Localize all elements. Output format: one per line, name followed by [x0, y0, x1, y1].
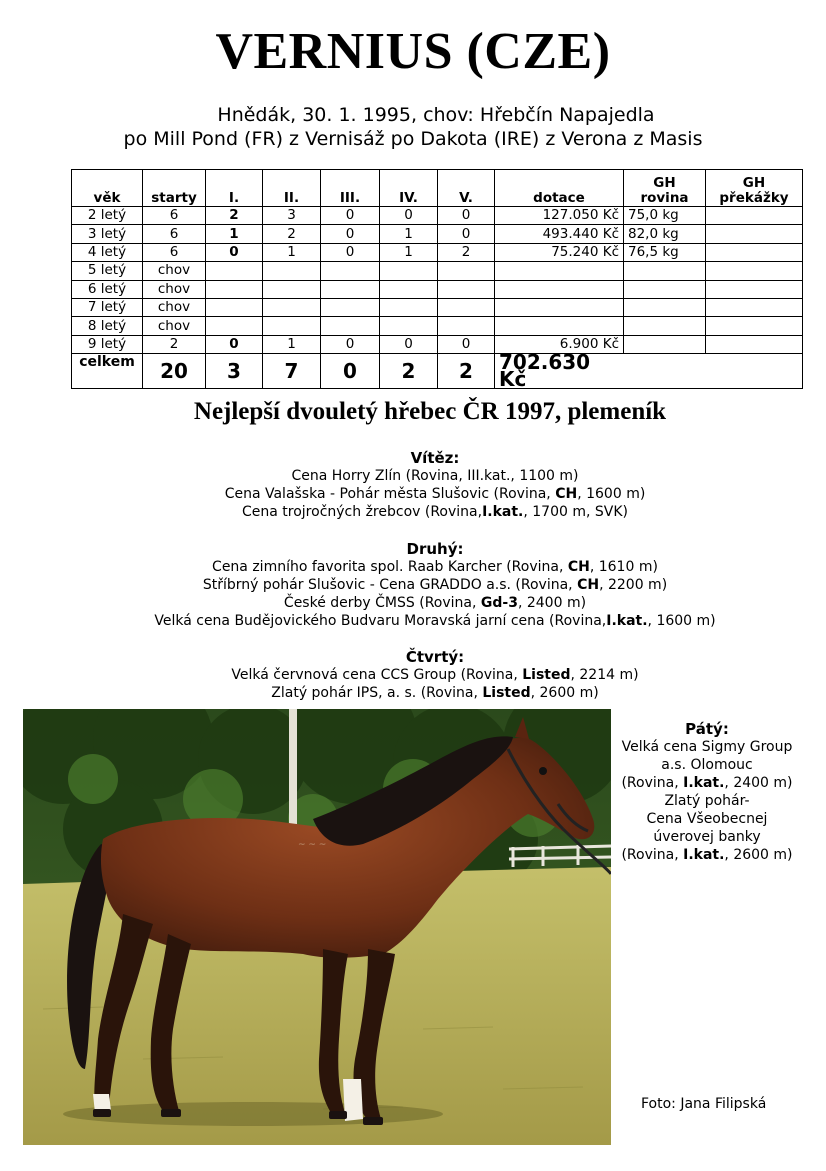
table-cell: 3 [263, 207, 321, 225]
fifth-line-3-pre: (Rovina, [621, 775, 684, 791]
table-cell: 2 [206, 207, 263, 225]
table-cell: 0 [321, 243, 380, 261]
col-header-second: II. [263, 170, 321, 207]
fifth-line-7 [612, 846, 802, 864]
fourth-heading: Čtvrtý: [405, 648, 465, 666]
table-cell: 0 [438, 207, 495, 225]
table-cell: 75,0 kg [624, 207, 706, 225]
table-cell: 0 [380, 207, 438, 225]
race-result-line [0, 558, 826, 576]
race-result-text: Stříbrný pohár Slušovic - Cena GRADDO a.s. (Rovina, [202, 577, 578, 593]
table-cell: 3 letý [72, 225, 143, 243]
fifth-line-3 [612, 774, 802, 792]
table-cell [321, 262, 380, 280]
table-cell: 76,5 kg [624, 243, 706, 261]
race-result-class: CH [567, 559, 590, 575]
brand-mark: ~ ~ ~ [298, 840, 327, 850]
race-stats-table [71, 169, 803, 392]
race-result-class: CH [555, 486, 578, 502]
table-cell [706, 243, 803, 261]
table-row [72, 298, 803, 316]
table-cell: 0 [206, 243, 263, 261]
table-cell [706, 225, 803, 243]
total-cell: 3 [206, 354, 263, 389]
table-row [72, 243, 803, 261]
col-header-first: I. [206, 170, 263, 207]
race-result-class: I.kat. [606, 613, 648, 629]
race-result-line [0, 467, 826, 485]
race-result-text-end: , 1610 m) [589, 559, 658, 575]
table-total-row [72, 354, 803, 389]
table-cell [321, 298, 380, 316]
race-result-text-end: , 2600 m) [530, 685, 599, 701]
table-cell: 6 [143, 243, 206, 261]
race-result-line [0, 485, 826, 503]
race-result-class: Listed [522, 667, 571, 683]
table-cell: 2 [143, 335, 206, 353]
race-result-text-end: , 1700 m, SVK) [523, 504, 628, 520]
race-result-text: Velká červnová cena CCS Group (Rovina, [231, 667, 523, 683]
race-result-line [0, 503, 826, 521]
table-cell: 2 [263, 225, 321, 243]
race-result-line [0, 666, 826, 684]
total-cell: 20 [143, 354, 206, 389]
table-cell [380, 317, 438, 335]
race-result-line [0, 684, 826, 702]
race-result-text-end: , 2214 m) [570, 667, 639, 683]
col-header-age: věk [72, 170, 143, 207]
table-cell: 2 letý [72, 207, 143, 225]
table-cell: 0 [380, 335, 438, 353]
fourth-section [0, 648, 826, 702]
table-body [72, 207, 803, 392]
fifth-line-7-bold: I.kat. [683, 847, 725, 863]
table-cell: chov [143, 280, 206, 298]
fifth-line-4: Zlatý pohár- [664, 793, 750, 809]
col-header-gh-jumps-b: překážky [719, 190, 789, 206]
table-cell: 1 [380, 225, 438, 243]
fifth-line-5: Cena Všeobecnej [646, 811, 768, 827]
col-header-fifth: V. [438, 170, 495, 207]
table-cell: 6 [143, 225, 206, 243]
table-row [72, 317, 803, 335]
col-header-gh-flat-a: GH [653, 175, 676, 191]
table-cell [706, 335, 803, 353]
fifth-line-7-post: , 2600 m) [724, 847, 793, 863]
table-cell [624, 262, 706, 280]
table-cell [206, 262, 263, 280]
table-cell: 4 letý [72, 243, 143, 261]
fifth-heading: Pátý: [685, 720, 729, 738]
total-cell: 2 [438, 354, 495, 389]
table-cell [706, 298, 803, 316]
race-result-class: Listed [482, 685, 531, 701]
race-result-text: Cena Horry Zlín (Rovina, III.kat., 1100 m) [291, 468, 579, 484]
table-row [72, 225, 803, 243]
fifth-line-3-post: , 2400 m) [724, 775, 793, 791]
table-cell [321, 280, 380, 298]
table-cell [380, 262, 438, 280]
race-result-text: Cena trojročných žrebcov (Rovina, [242, 504, 483, 520]
race-result-text: Cena zimního favorita spol. Raab Karcher (Rovina, [212, 559, 568, 575]
table-cell: 75.240 Kč [495, 243, 624, 261]
race-result-text: Cena Valašska - Pohár města Slušovic (Rovina, [224, 486, 556, 502]
table-row [72, 207, 803, 225]
table-cell [263, 298, 321, 316]
table-row [72, 262, 803, 280]
table-cell: chov [143, 262, 206, 280]
table-row [72, 335, 803, 353]
race-result-line [0, 594, 826, 612]
table-cell: 0 [321, 335, 380, 353]
table-cell [624, 335, 706, 353]
table-cell [495, 262, 624, 280]
table-cell: 0 [321, 207, 380, 225]
horse-photo-illustration [23, 709, 611, 1145]
fifth-line-7-pre: (Rovina, [621, 847, 684, 863]
race-result-text: Velká cena Budějovického Budvaru Moravská jarní cena (Rovina, [154, 613, 607, 629]
col-header-third: III. [321, 170, 380, 207]
table-cell: chov [143, 298, 206, 316]
race-result-class: I.kat. [482, 504, 524, 520]
race-result-class: CH [577, 577, 600, 593]
table-cell [206, 298, 263, 316]
col-header-fourth: IV. [380, 170, 438, 207]
col-header-starts: starty [143, 170, 206, 207]
table-cell [624, 298, 706, 316]
total-cell: 0 [321, 354, 380, 389]
table-cell: 493.440 Kč [495, 225, 624, 243]
race-result-text-end: , 1600 m) [647, 613, 716, 629]
table-cell: 1 [380, 243, 438, 261]
table-cell: chov [143, 317, 206, 335]
table-cell [438, 317, 495, 335]
table-cell [438, 280, 495, 298]
table-cell [706, 317, 803, 335]
table-cell: 1 [263, 335, 321, 353]
table-cell: 2 [438, 243, 495, 261]
table-cell [263, 317, 321, 335]
table-row [72, 280, 803, 298]
table-cell: 0 [321, 225, 380, 243]
race-result-line [0, 576, 826, 594]
fifth-section [612, 720, 802, 864]
table-cell [495, 298, 624, 316]
total-prize-money: 702.630 Kč [495, 354, 624, 389]
table-cell: 0 [206, 335, 263, 353]
total-label: celkem [72, 354, 143, 389]
race-result-class: Gd-3 [480, 595, 518, 611]
total-cell: 7 [263, 354, 321, 389]
col-header-gh-flat-b: rovina [640, 190, 689, 206]
winner-heading: Vítěz: [410, 449, 460, 467]
table-cell [263, 262, 321, 280]
col-header-gh-flat [624, 170, 706, 207]
race-result-text-end: , 2400 m) [517, 595, 587, 611]
table-cell [438, 298, 495, 316]
horse-photo [23, 709, 611, 1145]
table-header-row [72, 170, 803, 207]
table-cell [380, 298, 438, 316]
table-cell: 9 letý [72, 335, 143, 353]
table-cell: 6 [143, 207, 206, 225]
table-cell: 127.050 Kč [495, 207, 624, 225]
fifth-line-1: Velká cena Sigmy Group [621, 739, 793, 755]
total-empty-cell [624, 354, 803, 389]
table-cell: 1 [206, 225, 263, 243]
table-cell [321, 317, 380, 335]
table-cell: 0 [438, 335, 495, 353]
table-cell [380, 280, 438, 298]
fifth-line-2: a.s. Olomouc [661, 757, 753, 773]
table-cell: 6 letý [72, 280, 143, 298]
table-cell [624, 317, 706, 335]
race-result-text-end: , 2200 m) [599, 577, 668, 593]
table-cell [263, 280, 321, 298]
race-result-line [0, 612, 826, 630]
second-heading: Druhý: [406, 540, 464, 558]
table-cell [706, 207, 803, 225]
table-cell [206, 280, 263, 298]
col-header-gh-jumps [706, 170, 803, 207]
table-cell: 8 letý [72, 317, 143, 335]
table-cell: 1 [263, 243, 321, 261]
winner-section [0, 449, 826, 521]
second-section [0, 540, 826, 630]
table-cell [706, 262, 803, 280]
headline: Nejlepší dvouletý hřebec ČR 1997, plemeník [193, 398, 667, 425]
pedigree-line: po Mill Pond (FR) z Vernisáž po Dakota (IRE) z Verona z Masis [123, 128, 703, 150]
table-cell: 5 letý [72, 262, 143, 280]
horse-details: Hnědák, 30. 1. 1995, chov: Hřebčín Napajedla [217, 104, 655, 126]
race-result-text: Zlatý pohár IPS, a. s. (Rovina, [271, 685, 483, 701]
col-header-gh-jumps-a: GH [742, 175, 766, 191]
table-cell [706, 280, 803, 298]
table-cell [495, 317, 624, 335]
total-cell: 2 [380, 354, 438, 389]
table-cell: 82,0 kg [624, 225, 706, 243]
fifth-line-6: úverovej banky [653, 829, 761, 845]
table-cell: 6.900 Kč [495, 335, 624, 353]
race-result-text-end: , 1600 m) [577, 486, 646, 502]
table-cell: 0 [438, 225, 495, 243]
table-cell [206, 317, 263, 335]
table-cell [495, 280, 624, 298]
table-cell: 7 letý [72, 298, 143, 316]
race-result-text: České derby ČMSS (Rovina, [283, 595, 481, 611]
photo-credit: Foto: Jana Filipská [641, 1096, 767, 1112]
page-title: VERNIUS (CZE) [215, 23, 611, 80]
table-cell [624, 280, 706, 298]
fifth-line-3-bold: I.kat. [683, 775, 725, 791]
table-cell [438, 262, 495, 280]
col-header-prize-money: dotace [495, 170, 624, 207]
